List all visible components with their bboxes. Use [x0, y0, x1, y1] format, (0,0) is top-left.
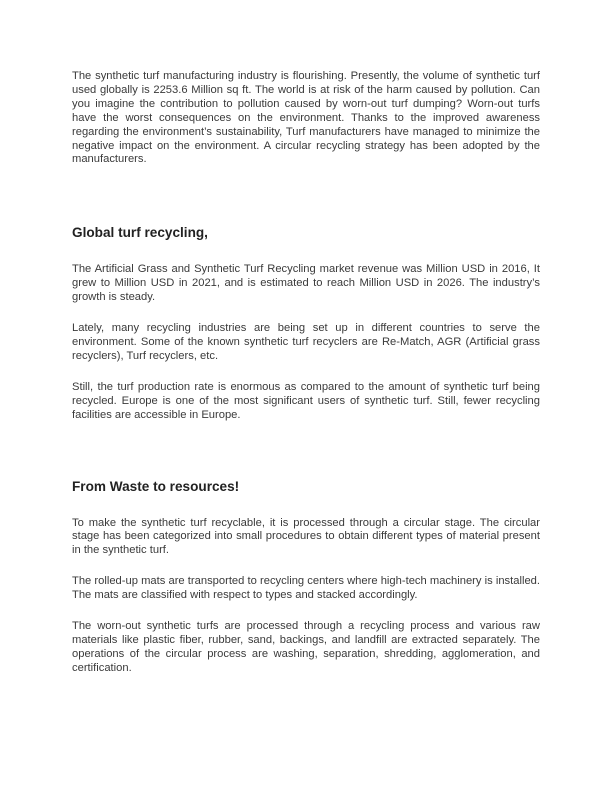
section-heading-waste-to-resources: From Waste to resources! [72, 478, 240, 494]
waste-paragraph-circular-stage: To make the synthetic turf recyclable, it is processed through a circular stage. The circular stage has been categorized into small procedures to obtain different types of material present in the synthetic turf. [72, 516, 540, 557]
waste-paragraph-rolled-mats: The rolled-up mats are transported to recycling centers where high-tech machinery is installed. The mats are classified with respect to types and stacked accordingly. [72, 575, 540, 602]
global-paragraph-recyclers: Lately, many recycling industries are being set up in different countries to serve the environment. Some of the known synthetic turf recyclers are Re-Match, AGR (Artificial grass recyclers), Turf recyclers, etc. [72, 322, 540, 362]
global-paragraph-market-revenue: The Artificial Grass and Synthetic Turf Recycling market revenue was Million USD in 2016, It grew to Million USD in 2021, and is estimated to reach Million USD in 2026. The industry’s growth is steady. [72, 263, 540, 304]
intro-paragraph: The synthetic turf manufacturing industry is flourishing. Presently, the volume of synthetic turf used globally is 2253.6 Million sq ft. The world is at risk of the harm caused by pollution. Can you imagine the contribution to pollution caused by worn-out turf dumping? Worn-out turfs have the worst consequences on the environment. Thanks to the improved awareness regarding the environment’s sustainability, Turf manufacturers have managed to minimize the negative impact on the environment. A circular recycling strategy has been adopted by the manufacturers. [72, 70, 540, 166]
global-paragraph-production-rate: Still, the turf production rate is enormous as compared to the amount of synthetic turf being recycled. Europe is one of the most significant users of synthetic turf. Still, fewer recycling facilities are accessible in Europe. [72, 380, 540, 421]
waste-paragraph-recycling-process: The worn-out synthetic turfs are processed through a recycling process and various raw materials like plastic fiber, rubber, sand, backings, and landfill are extracted separately. The operations of the circular process are washing, separation, shredding, agglomeration, and certification. [72, 620, 540, 674]
section-heading-global-turf-recycling: Global turf recycling, [72, 225, 208, 241]
document-page [72, 70, 540, 676]
